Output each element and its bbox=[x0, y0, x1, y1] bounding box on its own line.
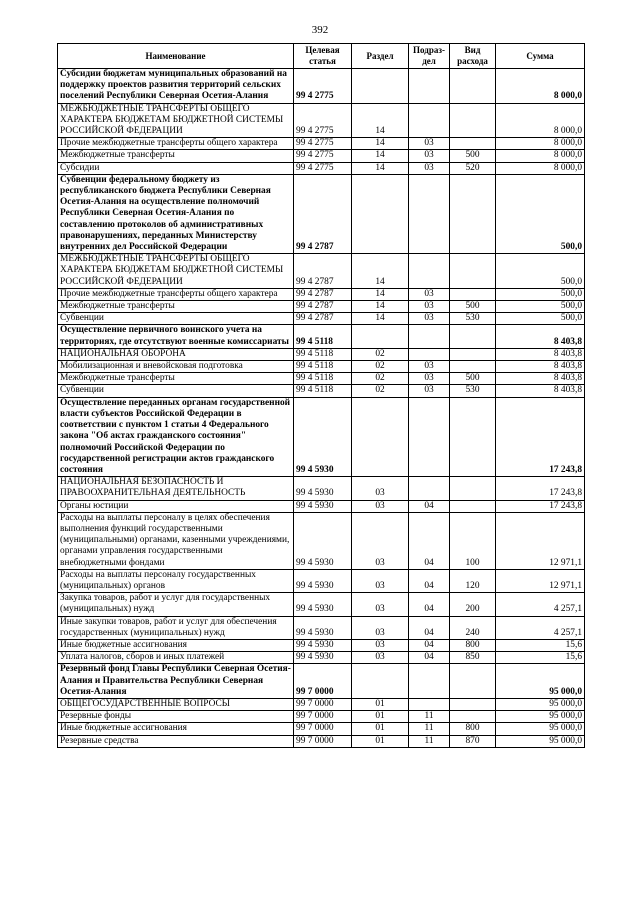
row-name: Межбюджетные трансферты bbox=[58, 150, 294, 162]
row-target: 99 7 0000 bbox=[294, 723, 352, 735]
table-row-program bbox=[58, 69, 585, 104]
row-expense-type: 100 bbox=[450, 512, 496, 569]
table-row bbox=[58, 150, 585, 162]
row-amount: 17 243,8 bbox=[496, 477, 585, 500]
header-expense-type: Вид расхода bbox=[450, 44, 496, 69]
row-name: Прочие межбюджетные трансферты общего характера bbox=[58, 138, 294, 150]
row-section: 01 bbox=[352, 711, 409, 723]
row-target: 99 4 5930 bbox=[294, 652, 352, 664]
row-target: 99 4 2787 bbox=[294, 254, 352, 289]
row-amount: 95 000,0 bbox=[496, 664, 585, 699]
row-name: Резервные фонды bbox=[58, 711, 294, 723]
row-subsection bbox=[409, 254, 450, 289]
row-expense-type bbox=[450, 698, 496, 710]
row-section: 02 bbox=[352, 361, 409, 373]
row-subsection: 04 bbox=[409, 569, 450, 592]
row-section: 02 bbox=[352, 385, 409, 397]
row-subsection: 03 bbox=[409, 150, 450, 162]
row-target: 99 4 2775 bbox=[294, 103, 352, 138]
table-row-program bbox=[58, 397, 585, 476]
row-name: Расходы на выплаты персоналу в целях обеспечения выполнения функций государственными (муниципальными) органами, казенными учреждениями, органами управления государственными внебюджетными фондами bbox=[58, 512, 294, 569]
row-section bbox=[352, 325, 409, 348]
table-row bbox=[58, 103, 585, 138]
row-name: Субвенции bbox=[58, 313, 294, 325]
row-target: 99 7 0000 bbox=[294, 664, 352, 699]
row-amount: 8 000,0 bbox=[496, 103, 585, 138]
table-row bbox=[58, 593, 585, 616]
row-amount: 500,0 bbox=[496, 174, 585, 253]
table-row-program bbox=[58, 325, 585, 348]
table-row bbox=[58, 313, 585, 325]
row-subsection: 04 bbox=[409, 500, 450, 512]
row-expense-type: 800 bbox=[450, 639, 496, 651]
row-name: Мобилизационная и вневойсковая подготовка bbox=[58, 361, 294, 373]
row-name: Уплата налогов, сборов и иных платежей bbox=[58, 652, 294, 664]
row-subsection: 11 bbox=[409, 735, 450, 747]
row-target: 99 4 2775 bbox=[294, 150, 352, 162]
row-section: 02 bbox=[352, 373, 409, 385]
row-amount: 4 257,1 bbox=[496, 593, 585, 616]
row-target: 99 7 0000 bbox=[294, 711, 352, 723]
row-name: МЕЖБЮДЖЕТНЫЕ ТРАНСФЕРТЫ ОБЩЕГО ХАРАКТЕРА БЮДЖЕТАМ БЮДЖЕТНОЙ СИСТЕМЫ РОССИЙСКОЙ ФЕДЕРАЦИИ bbox=[58, 103, 294, 138]
row-section: 03 bbox=[352, 477, 409, 500]
row-name: НАЦИОНАЛЬНАЯ БЕЗОПАСНОСТЬ И ПРАВООХРАНИТЕЛЬНАЯ ДЕЯТЕЛЬНОСТЬ bbox=[58, 477, 294, 500]
row-target: 99 7 0000 bbox=[294, 698, 352, 710]
table-row bbox=[58, 385, 585, 397]
row-name: Расходы на выплаты персоналу государственных (муниципальных) органов bbox=[58, 569, 294, 592]
table-row bbox=[58, 477, 585, 500]
row-amount: 500,0 bbox=[496, 254, 585, 289]
row-amount: 4 257,1 bbox=[496, 616, 585, 639]
row-amount: 500,0 bbox=[496, 301, 585, 313]
row-amount: 12 971,1 bbox=[496, 569, 585, 592]
row-name: Резервные средства bbox=[58, 735, 294, 747]
table-row-program bbox=[58, 664, 585, 699]
row-subsection: 04 bbox=[409, 616, 450, 639]
row-target: 99 4 2787 bbox=[294, 288, 352, 300]
row-section bbox=[352, 174, 409, 253]
row-name: Иные закупки товаров, работ и услуг для обеспечения государственных (муниципальных) нужд bbox=[58, 616, 294, 639]
table-row bbox=[58, 723, 585, 735]
table-row bbox=[58, 373, 585, 385]
row-expense-type bbox=[450, 500, 496, 512]
row-amount: 8 000,0 bbox=[496, 150, 585, 162]
row-amount: 8 000,0 bbox=[496, 162, 585, 174]
row-subsection: 04 bbox=[409, 639, 450, 651]
row-section: 14 bbox=[352, 162, 409, 174]
row-subsection: 03 bbox=[409, 301, 450, 313]
table-row bbox=[58, 288, 585, 300]
row-section: 14 bbox=[352, 301, 409, 313]
row-name: Субсидии бюджетам муниципальных образований на поддержку проектов развития территорий сельских поселений Республики Северная Осетия-Алания bbox=[58, 69, 294, 104]
row-expense-type bbox=[450, 477, 496, 500]
row-section: 03 bbox=[352, 652, 409, 664]
row-amount: 17 243,8 bbox=[496, 397, 585, 476]
row-target: 99 4 5118 bbox=[294, 385, 352, 397]
row-name: Субвенции федеральному бюджету из республиканского бюджета Республики Северная Осетия-Алания на осуществление полномочий Республики Северная Осетия-Алания по составлению протоколов об административных правонарушениях, переданных Министерству внутренних дел Российской Федерации bbox=[58, 174, 294, 253]
row-amount: 8 403,8 bbox=[496, 385, 585, 397]
row-name: Субвенции bbox=[58, 385, 294, 397]
row-name: Межбюджетные трансферты bbox=[58, 373, 294, 385]
row-amount: 15,6 bbox=[496, 652, 585, 664]
row-target: 99 4 5118 bbox=[294, 348, 352, 360]
row-name: МЕЖБЮДЖЕТНЫЕ ТРАНСФЕРТЫ ОБЩЕГО ХАРАКТЕРА БЮДЖЕТАМ БЮДЖЕТНОЙ СИСТЕМЫ РОССИЙСКОЙ ФЕДЕРАЦИИ bbox=[58, 254, 294, 289]
row-target: 99 4 5930 bbox=[294, 639, 352, 651]
row-subsection: 04 bbox=[409, 652, 450, 664]
row-section: 01 bbox=[352, 723, 409, 735]
row-section: 03 bbox=[352, 512, 409, 569]
row-subsection: 03 bbox=[409, 138, 450, 150]
row-expense-type bbox=[450, 288, 496, 300]
table-row bbox=[58, 616, 585, 639]
row-target: 99 4 5930 bbox=[294, 512, 352, 569]
row-section: 02 bbox=[352, 348, 409, 360]
table-row bbox=[58, 500, 585, 512]
table-row bbox=[58, 301, 585, 313]
row-target: 99 4 2787 bbox=[294, 174, 352, 253]
row-expense-type: 500 bbox=[450, 373, 496, 385]
row-expense-type bbox=[450, 397, 496, 476]
row-subsection: 04 bbox=[409, 593, 450, 616]
row-amount: 12 971,1 bbox=[496, 512, 585, 569]
row-subsection bbox=[409, 348, 450, 360]
row-expense-type: 530 bbox=[450, 385, 496, 397]
row-expense-type: 850 bbox=[450, 652, 496, 664]
table-row bbox=[58, 652, 585, 664]
row-expense-type: 200 bbox=[450, 593, 496, 616]
row-name: Закупка товаров, работ и услуг для государственных (муниципальных) нужд bbox=[58, 593, 294, 616]
row-expense-type bbox=[450, 361, 496, 373]
row-target: 99 4 5118 bbox=[294, 373, 352, 385]
table-row bbox=[58, 361, 585, 373]
row-subsection: 03 bbox=[409, 288, 450, 300]
row-subsection: 04 bbox=[409, 512, 450, 569]
row-amount: 8 403,8 bbox=[496, 325, 585, 348]
row-expense-type: 500 bbox=[450, 301, 496, 313]
row-section bbox=[352, 397, 409, 476]
row-expense-type: 870 bbox=[450, 735, 496, 747]
row-section: 03 bbox=[352, 569, 409, 592]
table-row bbox=[58, 348, 585, 360]
row-expense-type bbox=[450, 711, 496, 723]
row-expense-type: 530 bbox=[450, 313, 496, 325]
row-section bbox=[352, 69, 409, 104]
row-subsection: 11 bbox=[409, 711, 450, 723]
row-target: 99 4 5930 bbox=[294, 616, 352, 639]
row-expense-type bbox=[450, 103, 496, 138]
row-amount: 95 000,0 bbox=[496, 711, 585, 723]
row-target: 99 4 5118 bbox=[294, 325, 352, 348]
row-subsection bbox=[409, 174, 450, 253]
row-name: Осуществление переданных органам государственной власти субъектов Российской Федерации в соответствии с пунктом 1 статьи 4 Федерального закона "Об актах гражданского состояния" полномочий Российской Федерации по государственной регистрации актов гражданского состояния bbox=[58, 397, 294, 476]
row-amount: 8 403,8 bbox=[496, 361, 585, 373]
row-expense-type: 520 bbox=[450, 162, 496, 174]
row-name: НАЦИОНАЛЬНАЯ ОБОРОНА bbox=[58, 348, 294, 360]
row-subsection bbox=[409, 103, 450, 138]
row-section: 14 bbox=[352, 103, 409, 138]
row-amount: 17 243,8 bbox=[496, 500, 585, 512]
row-amount: 15,6 bbox=[496, 639, 585, 651]
row-subsection bbox=[409, 325, 450, 348]
row-amount: 500,0 bbox=[496, 313, 585, 325]
row-expense-type bbox=[450, 138, 496, 150]
row-target: 99 4 5930 bbox=[294, 569, 352, 592]
header-subsection: Подраз- дел bbox=[409, 44, 450, 69]
row-target: 99 4 5930 bbox=[294, 500, 352, 512]
row-expense-type bbox=[450, 325, 496, 348]
row-subsection: 03 bbox=[409, 361, 450, 373]
row-section bbox=[352, 664, 409, 699]
row-expense-type: 800 bbox=[450, 723, 496, 735]
row-target: 99 7 0000 bbox=[294, 735, 352, 747]
row-amount: 8 000,0 bbox=[496, 69, 585, 104]
row-target: 99 4 2787 bbox=[294, 301, 352, 313]
row-target: 99 4 2775 bbox=[294, 69, 352, 104]
row-section: 01 bbox=[352, 735, 409, 747]
row-expense-type bbox=[450, 69, 496, 104]
row-expense-type bbox=[450, 254, 496, 289]
row-target: 99 4 5930 bbox=[294, 593, 352, 616]
row-subsection: 03 bbox=[409, 313, 450, 325]
row-expense-type: 120 bbox=[450, 569, 496, 592]
row-name: Прочие межбюджетные трансферты общего характера bbox=[58, 288, 294, 300]
row-name: Межбюджетные трансферты bbox=[58, 301, 294, 313]
row-subsection: 03 bbox=[409, 162, 450, 174]
row-expense-type: 500 bbox=[450, 150, 496, 162]
row-subsection: 11 bbox=[409, 723, 450, 735]
row-subsection: 03 bbox=[409, 385, 450, 397]
row-section: 03 bbox=[352, 616, 409, 639]
row-expense-type bbox=[450, 664, 496, 699]
row-section: 14 bbox=[352, 254, 409, 289]
row-amount: 95 000,0 bbox=[496, 698, 585, 710]
row-expense-type: 240 bbox=[450, 616, 496, 639]
row-amount: 500,0 bbox=[496, 288, 585, 300]
header-amount: Сумма bbox=[496, 44, 585, 69]
row-amount: 8 403,8 bbox=[496, 373, 585, 385]
table-row bbox=[58, 639, 585, 651]
row-subsection bbox=[409, 477, 450, 500]
row-name: Органы юстиции bbox=[58, 500, 294, 512]
row-expense-type bbox=[450, 174, 496, 253]
header-target: Целевая статья bbox=[294, 44, 352, 69]
row-section: 03 bbox=[352, 593, 409, 616]
table-row bbox=[58, 162, 585, 174]
row-target: 99 4 2775 bbox=[294, 162, 352, 174]
row-target: 99 4 2775 bbox=[294, 138, 352, 150]
row-target: 99 4 5118 bbox=[294, 361, 352, 373]
row-target: 99 4 5930 bbox=[294, 397, 352, 476]
budget-table bbox=[57, 43, 585, 748]
row-subsection: 03 bbox=[409, 373, 450, 385]
row-amount: 95 000,0 bbox=[496, 723, 585, 735]
row-name: ОБЩЕГОСУДАРСТВЕННЫЕ ВОПРОСЫ bbox=[58, 698, 294, 710]
row-target: 99 4 5930 bbox=[294, 477, 352, 500]
row-subsection bbox=[409, 397, 450, 476]
row-section: 03 bbox=[352, 639, 409, 651]
row-name: Субсидии bbox=[58, 162, 294, 174]
table-row-program bbox=[58, 174, 585, 253]
row-subsection bbox=[409, 69, 450, 104]
row-name: Осуществление первичного воинского учета на территориях, где отсутствуют военные комиссариаты bbox=[58, 325, 294, 348]
row-section: 03 bbox=[352, 500, 409, 512]
table-row bbox=[58, 254, 585, 289]
row-amount: 95 000,0 bbox=[496, 735, 585, 747]
table-header-row bbox=[58, 44, 585, 69]
page-number: 392 bbox=[311, 24, 329, 36]
row-name: Иные бюджетные ассигнования bbox=[58, 723, 294, 735]
table-row bbox=[58, 569, 585, 592]
table-row bbox=[58, 138, 585, 150]
row-name: Резервный фонд Главы Республики Северная Осетия-Алания и Правительства Республики Северная Осетия-Алания bbox=[58, 664, 294, 699]
row-section: 14 bbox=[352, 313, 409, 325]
row-section: 14 bbox=[352, 288, 409, 300]
table-row bbox=[58, 711, 585, 723]
row-expense-type bbox=[450, 348, 496, 360]
row-target: 99 4 2787 bbox=[294, 313, 352, 325]
table-row bbox=[58, 735, 585, 747]
row-section: 01 bbox=[352, 698, 409, 710]
header-name: Наименование bbox=[58, 44, 294, 69]
row-amount: 8 000,0 bbox=[496, 138, 585, 150]
row-section: 14 bbox=[352, 150, 409, 162]
row-subsection bbox=[409, 664, 450, 699]
header-section: Раздел bbox=[352, 44, 409, 69]
row-section: 14 bbox=[352, 138, 409, 150]
row-amount: 8 403,8 bbox=[496, 348, 585, 360]
row-name: Иные бюджетные ассигнования bbox=[58, 639, 294, 651]
table-row bbox=[58, 698, 585, 710]
row-subsection bbox=[409, 698, 450, 710]
table-row bbox=[58, 512, 585, 569]
